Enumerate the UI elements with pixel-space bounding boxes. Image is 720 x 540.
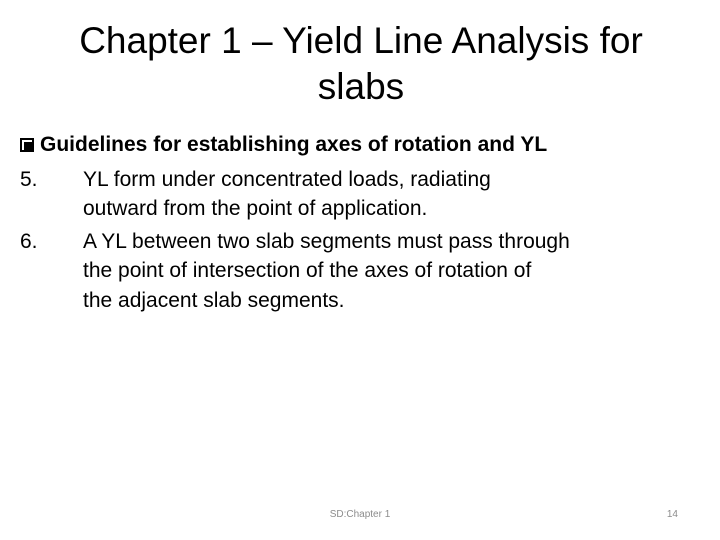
slide-title [36, 18, 686, 110]
list-item [18, 227, 698, 316]
guidelines-heading-text: Guidelines for establishing axes of rotation and YL [40, 133, 548, 156]
list-item-line: A YL between two slab segments must pass through [83, 229, 570, 253]
slide-title-line-1: Chapter 1 – Yield Line Analysis for [79, 20, 643, 61]
guidelines-heading [18, 130, 698, 160]
slide-title-line-2: slabs [317, 66, 405, 107]
checkbox-bullet-icon [20, 138, 34, 152]
page-number: 14 [666, 509, 678, 520]
list-item [18, 165, 698, 224]
slide-body [18, 130, 698, 318]
list-item-line: outward from the point of application. [83, 197, 428, 220]
list-item-line: the adjacent slab segments. [83, 288, 345, 312]
list-item-line: the point of intersection of the axes of rotation of [83, 259, 532, 282]
footer-text: SD:Chapter 1 [329, 509, 391, 520]
list-item-line: YL form under concentrated loads, radiating [83, 167, 491, 191]
list-item-number: 6. [20, 229, 38, 253]
list-item-number: 5. [20, 167, 38, 191]
